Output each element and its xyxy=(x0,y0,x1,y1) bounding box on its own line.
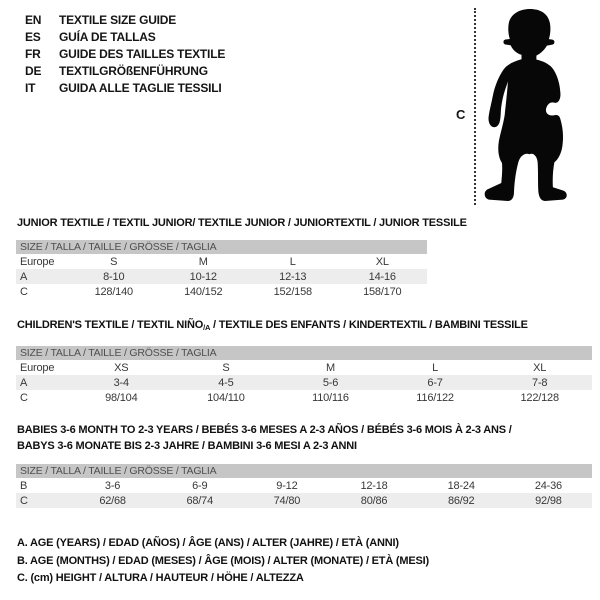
size-cell: 6-9 xyxy=(192,479,208,492)
row-label: Europe xyxy=(20,361,55,374)
table-row xyxy=(16,375,592,390)
size-cell: 68/74 xyxy=(156,493,243,508)
size-cell: 158/170 xyxy=(363,285,402,298)
size-cell: 8-10 xyxy=(69,269,159,284)
size-cell: 86/92 xyxy=(418,493,505,508)
row-label: C xyxy=(20,391,28,404)
legend-line-c: C. (cm) HEIGHT / ALTURA / HAUTEUR / HÖHE / ALTEZZA xyxy=(17,572,304,584)
size-cell: 7-8 xyxy=(487,375,592,390)
size-cell: 74/80 xyxy=(243,493,330,508)
height-measure-line xyxy=(474,8,476,205)
language-list xyxy=(25,12,225,97)
size-cell: M xyxy=(326,361,335,374)
size-cell: XL xyxy=(375,255,389,268)
size-cell: 5-6 xyxy=(278,375,383,390)
table-row xyxy=(16,360,592,375)
size-cell: 14-16 xyxy=(338,269,428,284)
row-label: C xyxy=(20,285,28,298)
row-label: C xyxy=(16,493,69,508)
row-label: A xyxy=(16,269,69,284)
babies-title-line2: BABYS 3-6 MONATE BIS 2-3 JAHRE / BAMBINI 3-6 MESI A 2-3 ANNI xyxy=(17,440,357,452)
size-cell: 24-36 xyxy=(534,479,562,492)
size-cell: S xyxy=(222,361,230,374)
table-row xyxy=(16,254,427,269)
size-cell: 152/158 xyxy=(273,285,312,298)
language-code: DE xyxy=(25,64,42,78)
size-cell: 128/140 xyxy=(94,285,133,298)
size-cell: 92/98 xyxy=(505,493,592,508)
language-text: GUÍA DE TALLAS xyxy=(59,30,156,44)
size-cell: 98/104 xyxy=(105,391,138,404)
language-row xyxy=(25,29,225,46)
size-cell: 3-6 xyxy=(104,479,121,492)
height-measure-label: C xyxy=(456,107,466,122)
measurement-legend xyxy=(17,535,429,588)
babies-size-header-bar: SIZE / TALLA / TAILLE / GRÖSSE / TAGLIA xyxy=(16,464,592,478)
language-code: ES xyxy=(25,30,41,44)
size-cell: L xyxy=(289,255,296,268)
children-size-table xyxy=(16,360,592,405)
size-cell: 9-12 xyxy=(276,479,298,492)
language-row xyxy=(25,46,225,63)
toddler-silhouette-icon xyxy=(480,7,570,205)
table-row xyxy=(16,493,592,508)
language-row xyxy=(25,12,225,29)
table-row xyxy=(16,478,592,493)
junior-section-title: JUNIOR TEXTILE / TEXTIL JUNIOR/ TEXTILE JUNIOR / JUNIORTEXTIL / JUNIOR TESSILE xyxy=(17,217,467,229)
size-cell: 10-12 xyxy=(159,269,249,284)
language-text: TEXTILE SIZE GUIDE xyxy=(59,13,177,27)
size-cell: 3-4 xyxy=(69,375,174,390)
children-section-title xyxy=(17,317,528,336)
size-cell: 62/68 xyxy=(69,493,156,508)
row-label: Europe xyxy=(20,255,55,268)
size-cell: 4-5 xyxy=(174,375,279,390)
children-title-main: CHILDREN'S TEXTILE / TEXTIL NIÑO xyxy=(17,319,204,331)
language-code: FR xyxy=(25,47,41,61)
language-row xyxy=(25,80,225,97)
size-cell: 110/116 xyxy=(312,391,349,404)
junior-size-table xyxy=(16,254,427,299)
size-cell: 122/128 xyxy=(520,391,559,404)
language-text: TEXTILGRÖßENFÜHRUNG xyxy=(59,64,208,78)
children-title-rest: / TEXTILE DES ENFANTS / KINDERTEXTIL / BAMBINI TESSILE xyxy=(210,319,528,331)
size-cell: 12-13 xyxy=(248,269,338,284)
size-cell: 6-7 xyxy=(383,375,488,390)
row-label: B xyxy=(20,479,28,492)
row-label: A xyxy=(16,375,69,390)
table-row xyxy=(16,284,427,299)
table-row xyxy=(16,390,592,405)
children-title-subscript: /A xyxy=(203,323,211,332)
babies-section-title xyxy=(17,422,512,454)
size-cell: 18-24 xyxy=(447,479,475,492)
legend-line-a: A. AGE (YEARS) / EDAD (AÑOS) / ÂGE (ANS) / ALTER (JAHRE) / ETÀ (ANNI) xyxy=(17,537,399,549)
size-cell: XL xyxy=(533,361,547,374)
size-cell: S xyxy=(110,255,118,268)
babies-title-line1: BABIES 3-6 MONTH TO 2-3 YEARS / BEBÉS 3-6 MESES A 2-3 AÑOS / BÉBÉS 3-6 MOIS À 2-3 ANS / xyxy=(17,424,512,436)
babies-size-table xyxy=(16,478,592,508)
size-cell: L xyxy=(432,361,439,374)
size-cell: 116/122 xyxy=(416,391,454,404)
table-row xyxy=(16,269,427,284)
size-cell: M xyxy=(198,255,208,268)
language-text: GUIDA ALLE TAGLIE TESSILI xyxy=(59,81,222,95)
language-code: EN xyxy=(25,13,42,27)
legend-line-b: B. AGE (MONTHS) / EDAD (MESES) / ÂGE (MOIS) / ALTER (MONATE) / ETÀ (MESI) xyxy=(17,554,429,567)
children-size-header-bar: SIZE / TALLA / TAILLE / GRÖSSE / TAGLIA xyxy=(16,346,592,360)
size-cell: 80/86 xyxy=(330,493,417,508)
language-text: GUIDE DES TAILLES TEXTILE xyxy=(59,47,226,61)
junior-size-header-bar: SIZE / TALLA / TAILLE / GRÖSSE / TAGLIA xyxy=(16,240,427,254)
size-cell: 12-18 xyxy=(360,479,388,492)
size-cell: 104/110 xyxy=(207,391,245,404)
size-cell: 140/152 xyxy=(184,285,223,298)
language-code: IT xyxy=(25,81,36,95)
language-row xyxy=(25,63,225,80)
size-cell: XS xyxy=(114,361,129,374)
